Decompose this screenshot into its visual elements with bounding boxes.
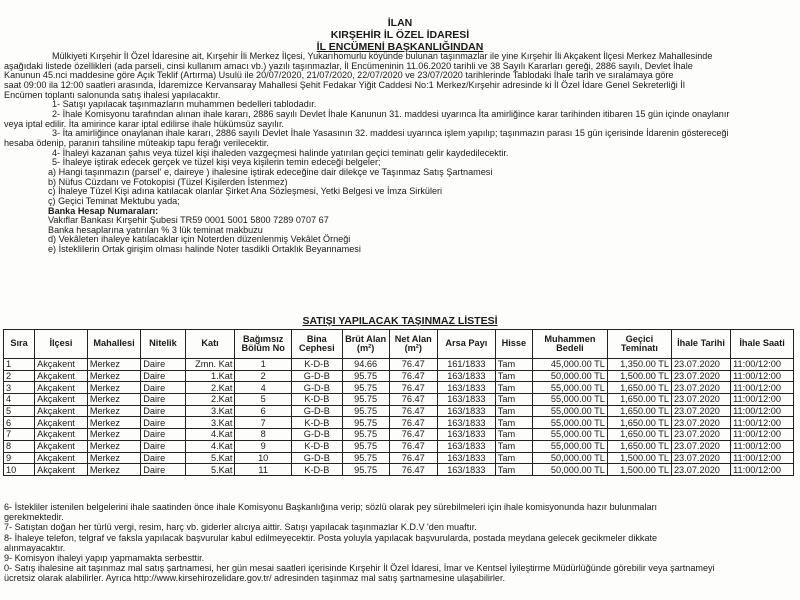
table-cell: Tam bbox=[495, 359, 532, 371]
table-cell: 163/1833 bbox=[437, 429, 495, 441]
table-cell: 8 bbox=[4, 440, 35, 452]
table-cell: Daire bbox=[141, 440, 185, 452]
table-cell: 76.47 bbox=[389, 452, 437, 464]
table-cell: 7 bbox=[235, 417, 292, 429]
table-row bbox=[4, 359, 794, 371]
table-cell: 10 bbox=[235, 452, 292, 464]
intro-line: saat 09:00 ila 12:00 saatleri arasında, İdaremizce Kervansaray Mahallesi Şehit Fedakar Yiğit Caddesi No:1 Merkez/Kırşehir adresinde ki İl Özel İdare Genel Sekreterliği İl bbox=[4, 79, 685, 90]
condition-line: veya iptal edilir. İta amirince karar iptal edilirse ihale hükümsüz sayılır. bbox=[4, 118, 285, 129]
condition-line: 4- İhaleyi kazanan şahıs veya tüzel kişi ihaleden vazgeçmesi halinde yatırılan geçici teminatı gelir kaydedilecektir. bbox=[52, 147, 509, 158]
table-cell: 95.75 bbox=[342, 429, 389, 441]
table-cell: Tam bbox=[495, 440, 532, 452]
table-cell: 161/1833 bbox=[437, 359, 495, 371]
table-cell: Daire bbox=[141, 452, 185, 464]
table-row bbox=[4, 394, 794, 406]
table-cell: K-D-B bbox=[291, 464, 342, 476]
table-cell: 76.47 bbox=[389, 359, 437, 371]
document-item: b) Nüfus Cüzdanı ve Fotokopisi (Tüzel Kişilerden İstenmez) bbox=[48, 176, 288, 187]
condition-line: 1- Satışı yapılacak taşınmazların muhammen bedelleri tablodadır. bbox=[52, 99, 317, 110]
table-cell: 1,650.00 TL bbox=[607, 429, 671, 441]
table-cell: 55,000.00 TL bbox=[533, 417, 608, 429]
table-cell: Daire bbox=[141, 382, 185, 394]
table-row bbox=[4, 382, 794, 394]
footer-line: 9- Komisyon ihaleyi yapıp yapmamakta serbesttir. bbox=[4, 553, 205, 564]
col-header: Bina Cephesi bbox=[291, 330, 342, 359]
table-cell: 76.47 bbox=[389, 429, 437, 441]
table-cell: 11:00/12:00 bbox=[731, 464, 794, 476]
document-item: c) İhaleye Tüzel Kişi adına katılacak olanlar Şirket Ana Sözleşmesi, Yetki Belgesi ve İmza Sirküleri bbox=[48, 186, 443, 197]
table-cell: 4 bbox=[4, 394, 35, 406]
table-cell: 76.47 bbox=[389, 417, 437, 429]
table-cell: 1.Kat bbox=[185, 370, 235, 382]
table-cell: Akçakent bbox=[35, 382, 88, 394]
table-cell: 163/1833 bbox=[437, 452, 495, 464]
table-cell: Daire bbox=[141, 359, 185, 371]
table-row bbox=[4, 464, 794, 476]
table-cell: 9 bbox=[4, 452, 35, 464]
table-cell: K-D-B bbox=[291, 417, 342, 429]
table-cell: 23.07.2020 bbox=[671, 417, 730, 429]
intro-line: Mülkiyeti Kırşehir İl Özel İdaresine ait, Kırşehir İli Merkez İlçesi, Yukarıhomurlu köyünde bulunan taşınmazlar ile yine Kırşehir İli Akçakent İlçesi Merkez Mahallesinde bbox=[52, 51, 713, 61]
table-cell: G-D-B bbox=[291, 370, 342, 382]
table-cell: 45,000.00 TL bbox=[533, 359, 608, 371]
footer-line: alınmayacaktır. bbox=[4, 542, 66, 553]
table-cell: Tam bbox=[495, 417, 532, 429]
table-cell: Akçakent bbox=[35, 452, 88, 464]
condition-line: 2- İhale Komisyonu tarafından alınan ihale kararı, 2886 sayılı Devlet İhale Kanunun 31. maddesi uyarınca İta amirliğince karar tarihinden itibaren 15 gün içinde onaylanır bbox=[52, 108, 730, 119]
table-cell: 23.07.2020 bbox=[671, 440, 730, 452]
table-cell: 8 bbox=[235, 429, 292, 441]
footer-line: 0- Satış ihalesine ait taşınmaz mal satış şartnamesi, her gün mesai saatleri içerisinde Kırşehir İl Özel İdaresi, İmar ve Kentsel İyileştirme Müdürlüğünde görebilir veya şartnameyi bbox=[4, 563, 715, 574]
table-cell: Akçakent bbox=[35, 440, 88, 452]
table-cell: Tam bbox=[495, 370, 532, 382]
table-title: SATIŞI YAPILACAK TAŞINMAZ LİSTESİ bbox=[302, 315, 498, 327]
table-cell: 11:00/12:00 bbox=[731, 405, 794, 417]
table-cell: 3.Kat bbox=[185, 405, 235, 417]
table-cell: Daire bbox=[141, 394, 185, 406]
table-cell: Merkez bbox=[87, 417, 140, 429]
table-cell: 95.75 bbox=[342, 370, 389, 382]
table-cell: 11:00/12:00 bbox=[731, 440, 794, 452]
table-row bbox=[4, 429, 794, 441]
table-cell: Akçakent bbox=[35, 429, 88, 441]
footer-line: ücretsiz olarak alabilirler. Ayrıca http://www.kirsehirozelidare.gov.tr/ adresinden taşınmaz mal satış şartnamesine ulaşabilirler. bbox=[4, 573, 506, 584]
table-cell: 50,000.00 TL bbox=[533, 464, 608, 476]
notice-body bbox=[4, 52, 794, 255]
table-cell: 23.07.2020 bbox=[671, 429, 730, 441]
table-cell: 95.75 bbox=[342, 464, 389, 476]
table-cell: 23.07.2020 bbox=[671, 464, 730, 476]
col-header: Geçici Teminatı bbox=[607, 330, 671, 359]
table-cell: Merkez bbox=[87, 370, 140, 382]
footer-line: gerekmektedir. bbox=[4, 512, 64, 523]
document-item: Banka hesaplarına yatırılan % 3 lük teminat makbuzu bbox=[48, 224, 263, 235]
table-cell: 50,000.00 TL bbox=[533, 370, 608, 382]
table-cell: Daire bbox=[141, 429, 185, 441]
table-cell: K-D-B bbox=[291, 359, 342, 371]
table-cell: G-D-B bbox=[291, 382, 342, 394]
table-cell: 163/1833 bbox=[437, 394, 495, 406]
footer-line: 6- İstekliler istenilen belgelerini ihale saatinden önce ihale Komisyonu Başkanlığına verip; sözlü olarak pey sürebilmeleri için ihale komisyonunda hazır bulunmaları bbox=[4, 502, 658, 512]
table-cell: 95.75 bbox=[342, 382, 389, 394]
col-header: İhale Tarihi bbox=[671, 330, 730, 359]
col-header: Arsa Payı bbox=[437, 330, 495, 359]
table-cell: Daire bbox=[141, 370, 185, 382]
table-cell: Merkez bbox=[87, 440, 140, 452]
document-item: e) İstekliIerin Ortak girişim olması halinde Noter tasdikli Ortaklık Beyannamesi bbox=[48, 244, 361, 255]
table-cell: G-D-B bbox=[291, 405, 342, 417]
table-cell: Merkez bbox=[87, 394, 140, 406]
table-cell: 95.75 bbox=[342, 405, 389, 417]
table-cell: 76.47 bbox=[389, 394, 437, 406]
table-cell: 3 bbox=[4, 382, 35, 394]
notice-title: İLAN bbox=[387, 17, 413, 29]
table-cell: 76.47 bbox=[389, 382, 437, 394]
table-header-row bbox=[4, 330, 794, 359]
table-cell: 11:00/12:00 bbox=[731, 382, 794, 394]
document-item: a) Hangi taşınmazın (parsel' e, daireye ) ihalesine iştirak edeceğine dair dilekçe ve Taşınmaz Satış Şartnamesi bbox=[48, 166, 493, 177]
table-cell: 1,350.00 TL bbox=[607, 359, 671, 371]
col-header: Muhammen Bedeli bbox=[533, 330, 608, 359]
table-cell: 2.Kat bbox=[185, 382, 235, 394]
table-cell: 55,000.00 TL bbox=[533, 382, 608, 394]
table-cell: Merkez bbox=[87, 405, 140, 417]
col-header: Katı bbox=[185, 330, 235, 359]
table-cell: Tam bbox=[495, 464, 532, 476]
table-cell: Akçakent bbox=[35, 370, 88, 382]
table-cell: 11 bbox=[235, 464, 292, 476]
col-header: Bağımsız Bölüm No bbox=[235, 330, 292, 359]
table-cell: 5 bbox=[4, 405, 35, 417]
table-row bbox=[4, 405, 794, 417]
table-cell: K-D-B bbox=[291, 394, 342, 406]
council-name: İL ENCÜMENİ BAŞKANLIĞINDAN bbox=[316, 41, 484, 53]
table-cell: 2 bbox=[235, 370, 292, 382]
table-cell: 11:00/12:00 bbox=[731, 429, 794, 441]
table-cell: 23.07.2020 bbox=[671, 394, 730, 406]
table-row bbox=[4, 370, 794, 382]
table-cell: 1,650.00 TL bbox=[607, 382, 671, 394]
table-cell: 55,000.00 TL bbox=[533, 405, 608, 417]
table-cell: 163/1833 bbox=[437, 440, 495, 452]
table-cell: 23.07.2020 bbox=[671, 382, 730, 394]
footer-line: 8- İhaleye telefon, telgraf ve faksla yapılacak başvurular kabul edilmeyecektir. Posta yoluyla yapılacak başvurularda, postada meydana gelecek gecikmeler dikkate bbox=[4, 532, 658, 543]
table-cell: Akçakent bbox=[35, 394, 88, 406]
table-cell: 76.47 bbox=[389, 370, 437, 382]
col-header: İlçesi bbox=[35, 330, 88, 359]
col-header: İhale Saati bbox=[731, 330, 794, 359]
table-cell: Merkez bbox=[87, 452, 140, 464]
table-row bbox=[4, 440, 794, 452]
table-cell: Akçakent bbox=[35, 359, 88, 371]
table-cell: Tam bbox=[495, 452, 532, 464]
condition-line: 5- İhaleye iştirak edecek gerçek ve tüzel kişi veya kişilerin temin edeceği belgeler; bbox=[52, 157, 381, 168]
table-cell: 5.Kat bbox=[185, 452, 235, 464]
table-cell: 11:00/12:00 bbox=[731, 359, 794, 371]
footer-line: 7- Satıştan doğan her türlü vergi, resim, harç vb. giderler alıcıya aittir. Satışı yapılacak taşınmazlar K.D.V 'den muaftır. bbox=[4, 522, 477, 533]
table-cell: Merkez bbox=[87, 429, 140, 441]
table-cell: Akçakent bbox=[35, 405, 88, 417]
table-cell: 5 bbox=[235, 394, 292, 406]
table-cell: 55,000.00 TL bbox=[533, 429, 608, 441]
col-header: Sıra bbox=[4, 330, 35, 359]
table-cell: 55,000.00 TL bbox=[533, 394, 608, 406]
table-cell: Tam bbox=[495, 394, 532, 406]
table-cell: 94.66 bbox=[342, 359, 389, 371]
table-cell: 6 bbox=[4, 417, 35, 429]
table-cell: Merkez bbox=[87, 359, 140, 371]
document-item: d) Vekâleten ihaleye katılacaklar için Noterden düzenlenmiş Vekâlet Örneği bbox=[48, 234, 351, 245]
table-cell: 10 bbox=[4, 464, 35, 476]
table-cell: 1,650.00 TL bbox=[607, 417, 671, 429]
notice-header bbox=[0, 17, 800, 53]
table-cell: 76.47 bbox=[389, 440, 437, 452]
table-cell: 163/1833 bbox=[437, 405, 495, 417]
table-cell: 1,650.00 TL bbox=[607, 405, 671, 417]
table-cell: 76.47 bbox=[389, 405, 437, 417]
table-cell: 23.07.2020 bbox=[671, 359, 730, 371]
table-cell: 50,000.00 TL bbox=[533, 452, 608, 464]
table-cell: 1,650.00 TL bbox=[607, 440, 671, 452]
intro-line: Kanunun 45.nci maddesine göre Açık Teklif (Artırma) Usulü ile 20/07/2020, 21/07/2020, 22/07/2020 ve 23/07/2020 tarihlerinde Tablodaki İhale tarih ve sıralamaya göre bbox=[4, 70, 674, 81]
table-cell: 1,650.00 TL bbox=[607, 394, 671, 406]
table-cell: Tam bbox=[495, 405, 532, 417]
notice-footer bbox=[4, 502, 794, 584]
table-row bbox=[4, 452, 794, 464]
table-cell: 95.75 bbox=[342, 394, 389, 406]
table-cell: 1 bbox=[235, 359, 292, 371]
table-cell: 1,500.00 TL bbox=[607, 464, 671, 476]
col-header: Mahallesi bbox=[87, 330, 140, 359]
table-cell: 23.07.2020 bbox=[671, 370, 730, 382]
col-header: Brüt Alan (m²) bbox=[342, 330, 389, 359]
table-cell: K-D-B bbox=[291, 440, 342, 452]
table-cell: Akçakent bbox=[35, 417, 88, 429]
table-cell: 11:00/12:00 bbox=[731, 452, 794, 464]
table-cell: 163/1833 bbox=[437, 417, 495, 429]
table-cell: Tam bbox=[495, 382, 532, 394]
table-cell: 11:00/12:00 bbox=[731, 370, 794, 382]
table-cell: 11:00/12:00 bbox=[731, 394, 794, 406]
table-cell: 9 bbox=[235, 440, 292, 452]
intro-line: Encümen toplantı salonunda satış ihalesi yapılacaktır. bbox=[4, 89, 221, 100]
table-cell: 1,500.00 TL bbox=[607, 370, 671, 382]
table-cell: 5.Kat bbox=[185, 464, 235, 476]
intro-line: aşağıdaki listede özellikleri (ada parseli, cinsi kullanım amacı vb.) yazılı taşınmazlar, İl Encümeninin 11.06.2020 tarihli ve 38 Sayılı Kararları gereği, 2886 sayılı, Devlet İhale bbox=[4, 60, 693, 71]
table-cell: Akçakent bbox=[35, 464, 88, 476]
bank-heading: Banka Hesap Numaraları: bbox=[48, 205, 159, 216]
table-cell: 95.75 bbox=[342, 440, 389, 452]
table-cell: 76.47 bbox=[389, 464, 437, 476]
table-cell: 4.Kat bbox=[185, 440, 235, 452]
table-cell: Daire bbox=[141, 464, 185, 476]
col-header: Net Alan (m²) bbox=[389, 330, 437, 359]
table-cell: Tam bbox=[495, 429, 532, 441]
table-cell: Zmn. Kat bbox=[185, 359, 235, 371]
table-cell: 23.07.2020 bbox=[671, 405, 730, 417]
table-cell: Daire bbox=[141, 417, 185, 429]
table-cell: 163/1833 bbox=[437, 382, 495, 394]
table-cell: Merkez bbox=[87, 382, 140, 394]
table-cell: 1 bbox=[4, 359, 35, 371]
table-cell: Merkez bbox=[87, 464, 140, 476]
table-cell: 23.07.2020 bbox=[671, 452, 730, 464]
table-cell: 2.Kat bbox=[185, 394, 235, 406]
table-cell: 163/1833 bbox=[437, 370, 495, 382]
table-row bbox=[4, 417, 794, 429]
table-cell: 163/1833 bbox=[437, 464, 495, 476]
table-cell: 1,500.00 TL bbox=[607, 452, 671, 464]
authority-name: KIRŞEHİR İL ÖZEL İDARESİ bbox=[330, 29, 470, 41]
table-cell: 4.Kat bbox=[185, 429, 235, 441]
table-body bbox=[4, 359, 794, 476]
condition-line: hesaba ödenip, paranın tahsiline müteakip tapu ferağı verilecektir. bbox=[4, 137, 269, 148]
document-item: ç) Geçici Teminat Mektubu yada; bbox=[48, 195, 180, 206]
table-cell: 4 bbox=[235, 382, 292, 394]
bank-account: Vakıflar Bankası Kırşehir Şubesi TR59 0001 5001 5800 7289 0707 67 bbox=[48, 215, 329, 226]
table-cell: 55,000.00 TL bbox=[533, 440, 608, 452]
property-table bbox=[3, 329, 794, 476]
col-header: Hisse bbox=[495, 330, 532, 359]
table-cell: 95.75 bbox=[342, 417, 389, 429]
table-cell: G-D-B bbox=[291, 429, 342, 441]
table-cell: Daire bbox=[141, 405, 185, 417]
table-cell: 11:00/12:00 bbox=[731, 417, 794, 429]
table-cell: 6 bbox=[235, 405, 292, 417]
col-header: Nitelik bbox=[141, 330, 185, 359]
condition-line: 3- İta amirliğince onaylanan ihale kararı, 2886 sayılı Devlet İhale Yasasının 32. maddesi uyarınca işlem yapılıp; taşınmazın parası 15 gün içerisinde İdarenin göstereceği bbox=[52, 128, 729, 139]
table-cell: 95.75 bbox=[342, 452, 389, 464]
table-cell: 2 bbox=[4, 370, 35, 382]
table-cell: 7 bbox=[4, 429, 35, 441]
table-cell: G-D-B bbox=[291, 452, 342, 464]
table-cell: 3.Kat bbox=[185, 417, 235, 429]
